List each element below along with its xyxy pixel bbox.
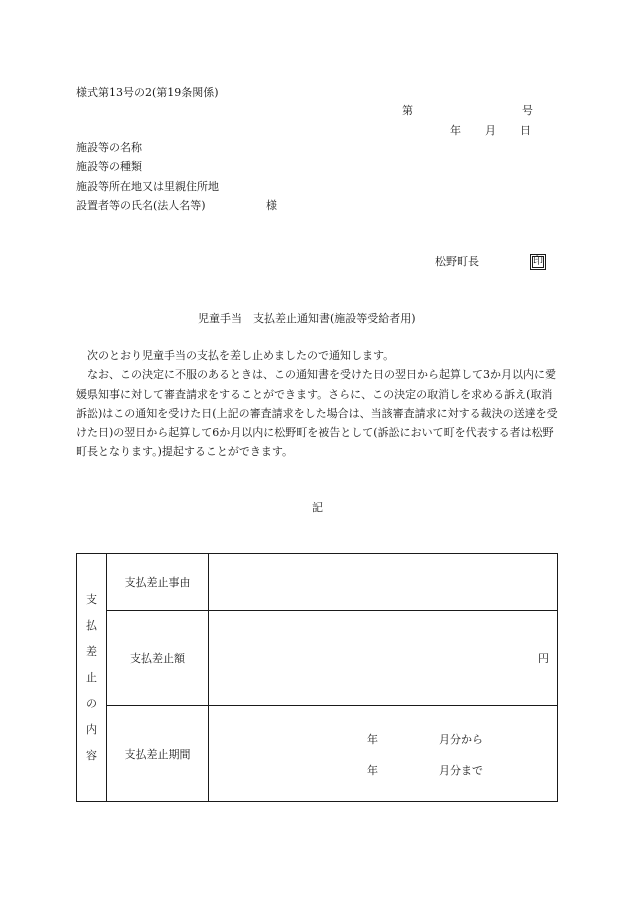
doc-number-suffix: 号 <box>522 104 533 117</box>
facility-address-label: 施設等所在地又は里親住所地 <box>76 180 219 193</box>
vertical-label-cell <box>77 554 107 802</box>
reason-label-cell <box>107 554 209 611</box>
vertical-char: の <box>86 696 97 710</box>
period-label-cell <box>107 706 209 802</box>
date-year: 年 <box>450 124 461 137</box>
vertical-char: 支 <box>86 592 97 606</box>
issuer-title: 松野町長 <box>435 255 479 268</box>
amount-value-cell <box>209 611 558 706</box>
body-paragraph-2: なお、この決定に不服のあるときは、この通知書を受けた日の翌日から起算して3か月以内に愛媛県知事に対して審査請求をすることができます。さらに、この決定の取消しを求める訴え(取消訴訟)はこの通知を受けた日(上記の審査請求をした場合は、当該審査請求に対する裁決の送達を受けた日)の翌日から起算して6か月以内に松野町を被告として(訴訟において町を代表する者は松野町長となります。)提起することができます。 <box>76 368 558 459</box>
form-number: 様式第13号の2(第19条関係) <box>76 86 219 99</box>
facility-name-label: 施設等の名称 <box>76 141 142 154</box>
facility-type-label: 施設等の種類 <box>76 160 142 173</box>
vertical-char: 止 <box>86 670 97 684</box>
vertical-char: 内 <box>86 722 97 736</box>
doc-number-prefix: 第 <box>402 104 413 117</box>
suspension-detail-table <box>76 553 558 802</box>
period-to-year: 年 <box>367 764 378 777</box>
period-value-cell <box>209 706 558 802</box>
period-label: 支払差止期間 <box>124 747 191 761</box>
body-text <box>76 346 560 462</box>
period-to-month: 月分まで <box>439 764 483 777</box>
document-title: 児童手当 支払差止通知書(施設等受給者用) <box>198 312 416 325</box>
period-to <box>367 762 483 778</box>
period-from <box>367 731 483 747</box>
honorific: 様 <box>266 199 277 212</box>
amount-unit: 円 <box>538 652 549 665</box>
amount-label-cell <box>107 611 209 706</box>
period-from-year: 年 <box>367 733 378 746</box>
vertical-char: 容 <box>86 748 97 762</box>
reason-value-cell <box>209 554 558 611</box>
vertical-char: 差 <box>86 644 97 658</box>
vertical-char: 払 <box>86 618 97 632</box>
table-row-period <box>77 706 558 802</box>
table-row-amount <box>77 611 558 706</box>
body-paragraph-1: 次のとおり児童手当の支払を差し止めましたので通知します。 <box>87 349 395 362</box>
seal-stamp <box>530 254 546 270</box>
amount-label: 支払差止額 <box>130 652 185 665</box>
ki-heading: 記 <box>312 501 323 514</box>
table-row-reason <box>77 554 558 611</box>
date-month: 月 <box>485 124 496 137</box>
reason-label: 支払差止事由 <box>124 576 191 589</box>
seal-text: 印 <box>533 256 543 267</box>
date-day: 日 <box>520 124 531 137</box>
period-from-month: 月分から <box>439 733 483 746</box>
owner-name-label: 設置者等の氏名(法人名等) <box>76 199 206 212</box>
